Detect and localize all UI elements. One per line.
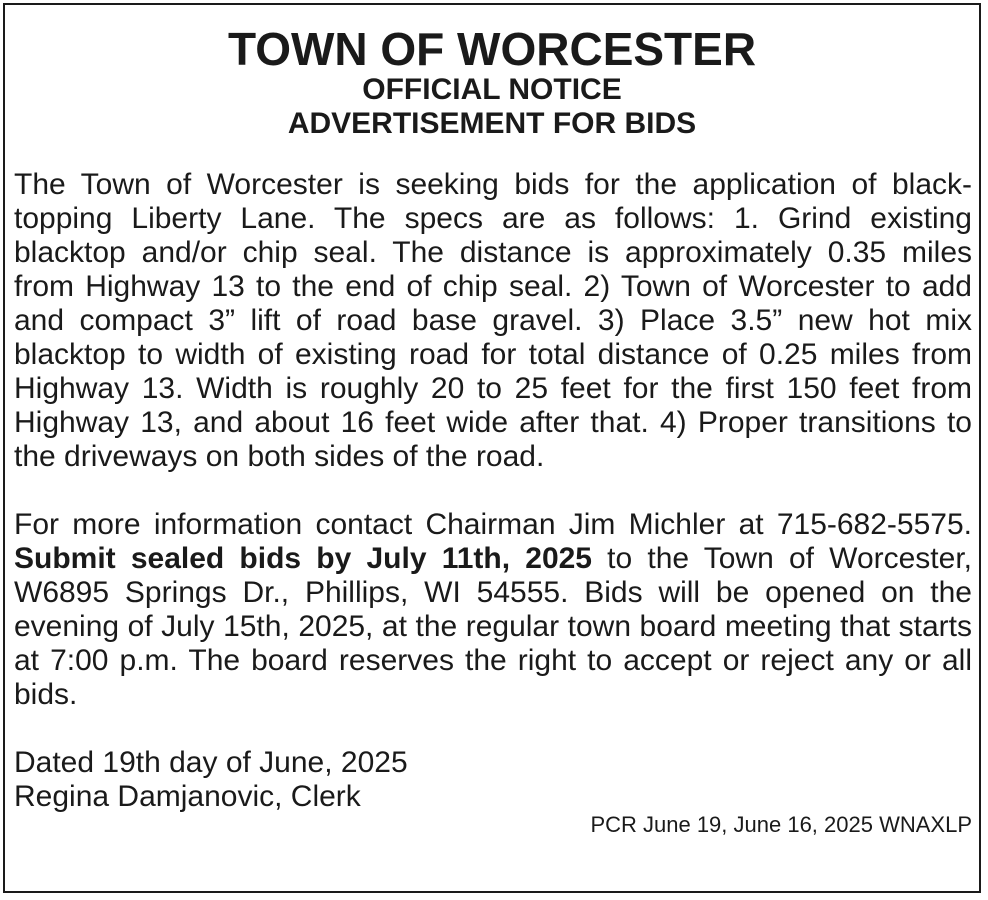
notice-header [5,5,979,141]
notice-subtitle-bids: ADVERTISEMENT FOR BIDS [287,107,697,140]
submission-details-text: to the Town of Worcester, W6895 Springs Dr., Phillips, WI 54555. Bids will be opened on the evening of July 15th, 2025, at the regular town board meeting that starts at 7:00 p.m. The board reserves the right to accept or reject any or all bids. [14,542,972,711]
deadline-text: Submit sealed bids by July 11th, 2025 [14,542,592,575]
specs-paragraph: The Town of Worcester is seeking bids for the application of black-topping Liberty Lane. The specs are as follows: 1. Grind existing blacktop and/or chip seal. The distance is approximately 0.35 miles from Highway 13 to the end of chip seal. 2) Town of Worcester to add and compact 3” lift of road base gravel. 3) Place 3.5” new hot mix blacktop to width of existing road for total distance of 0.25 miles from Highway 13. Width is roughly 20 to 25 feet for the first 150 feet from Highway 13, and about 16 feet wide after that. 4) Proper transitions to the driveways on both sides of the road. [14,168,972,473]
signer-line: Regina Damjanovic, Clerk [14,780,361,813]
contact-text: For more information contact Chairman Jim Michler at 715-682-5575. [14,508,972,541]
contact-paragraph [14,508,972,712]
legal-notice [3,3,981,893]
notice-subtitle-official: OFFICIAL NOTICE [362,73,622,106]
dated-line: Dated 19th day of June, 2025 [14,746,408,779]
notice-title: TOWN OF WORCESTER [227,23,757,75]
publication-footer: PCR June 19, June 16, 2025 WNAXLP [590,812,972,837]
notice-body [14,168,972,814]
